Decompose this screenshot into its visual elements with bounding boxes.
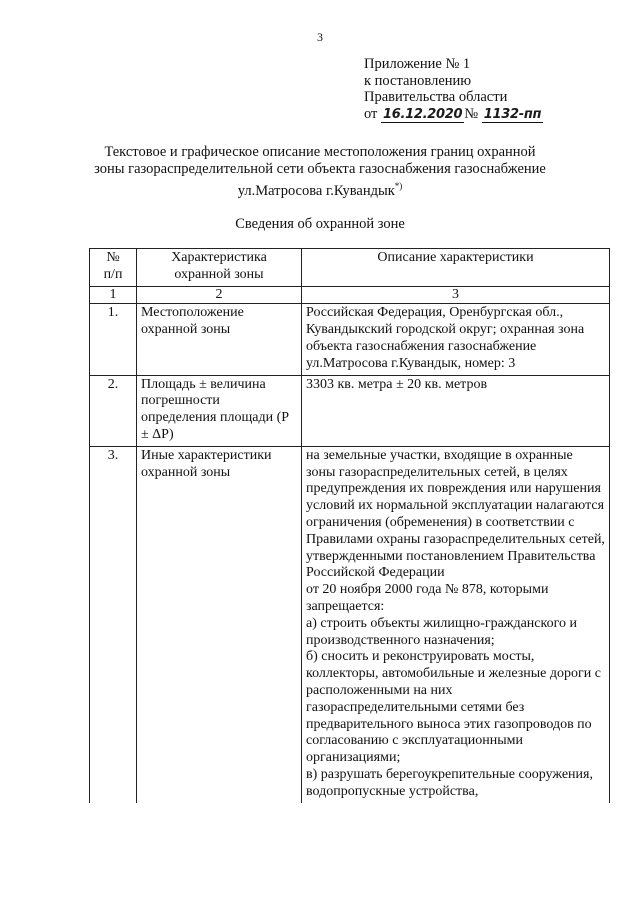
column-number-3: 3 [302,286,610,304]
from-label: от [364,105,378,122]
resolution-date: 16.12.2020 [383,106,463,122]
appendix-line-3: Правительства области [364,89,508,105]
table-row [90,446,610,802]
appendix-block [364,56,543,123]
zone-info-table [89,248,610,803]
row-number: 3. [90,446,137,802]
column-number-1: 1 [90,286,137,304]
table-header-row [90,249,610,287]
title-text: Текстовое и графическое описание местоположения границ охранной зоны газораспределительной сети объекта газоснабжения газоснабжение ул.Матросова г.Кувандык [94,144,546,199]
row-description: на земельные участки, входящие в охранные зоны газораспределительных сетей, в целях предупреждения их повреждения или нарушения условий их нормальной эксплуатации налагаются ограничения (обременения) в соответствии с Правилами охраны газораспределительных сетей, утвержденными постановлением Правительства Российской Федерации от 20 ноября 2000 года № 878, которыми запрещается: а) строить объекты жилищно-гражданского и производственного назначения; б) сносить и реконструировать мосты, коллекторы, автомобильные и железные дороги с расположенными на них газораспределительными сетями без предварительного выноса этих газопроводов по согласованию с эксплуатационными организациями; в) разрушать берегоукрепительные сооружения, водопропускные устройства, [302,446,610,802]
row-characteristic: Площадь ± величина погрешности определения площади (P ± ΔP) [137,375,302,446]
row-description: 3303 кв. метра ± 20 кв. метров [302,375,610,446]
table-column-numbers-row [90,286,610,304]
row-characteristic: Иные характеристики охранной зоны [137,446,302,802]
row-characteristic: Местоположение охранной зоны [137,304,302,375]
number-label: № [464,105,479,122]
resolution-number: 1132-пп [483,106,542,122]
header-number: № п/п [90,249,137,287]
page-number: 3 [317,30,323,44]
appendix-line-2: к постановлению [364,72,472,89]
document-title [90,144,550,200]
header-description: Описание характеристики [302,249,610,287]
table-row [90,304,610,375]
row-number: 2. [90,375,137,446]
section-subtitle: Сведения об охранной зоне [235,216,405,232]
title-footnote-mark: *) [394,181,403,191]
row-description: Российская Федерация, Оренбургская обл., Кувандыкский городской округ; охранная зона объекта газоснабжения газоснабжение ул.Матросова г.Кувандык, номер: 3 [302,304,610,375]
column-number-2: 2 [137,286,302,304]
table-row [90,375,610,446]
header-characteristic: Характеристика охранной зоны [137,249,302,287]
appendix-line-1: Приложение № 1 [364,56,471,72]
row-number: 1. [90,304,137,375]
resolution-date-number [364,106,543,124]
